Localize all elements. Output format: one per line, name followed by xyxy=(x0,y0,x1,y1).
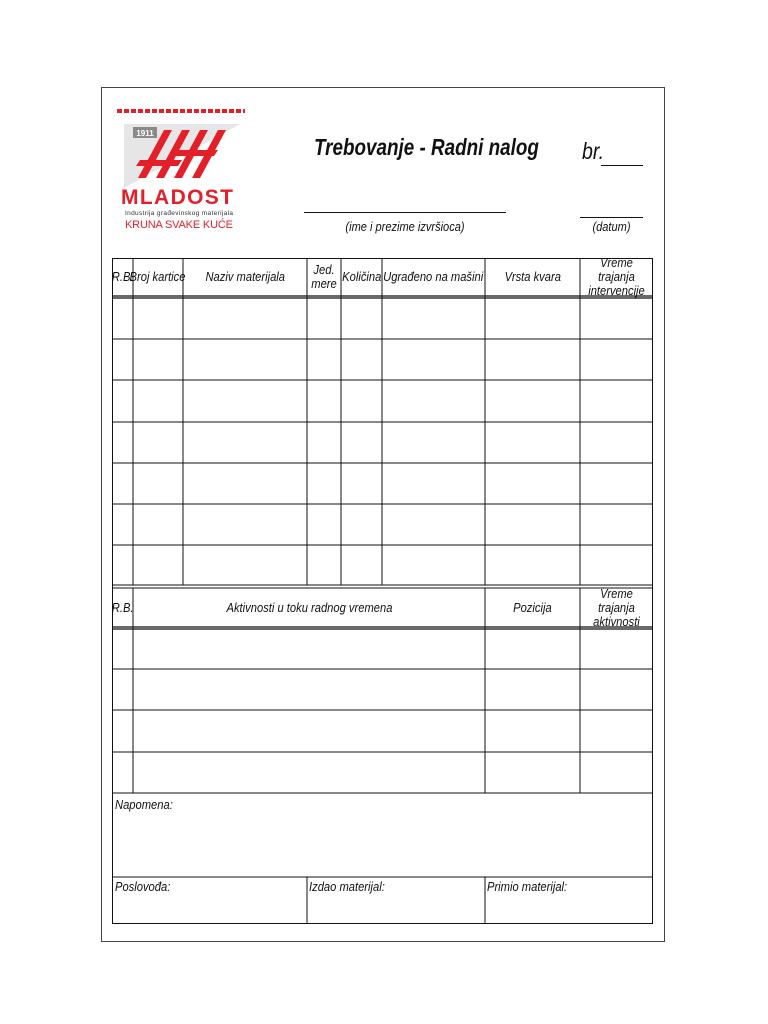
foreman-label: Poslovođa: xyxy=(115,879,171,894)
executor-field-line[interactable] xyxy=(304,212,506,213)
logo-slogan: KRUNA SVAKE KUĆE xyxy=(125,219,233,231)
col-header-unit: Jed. mere xyxy=(311,262,337,291)
logo-brand: MLADOST xyxy=(121,186,233,209)
col-header-material-name: Naziv materijala xyxy=(205,269,285,284)
date-label: (datum) xyxy=(592,219,631,234)
number-label: br. xyxy=(582,138,605,164)
date-field-line[interactable] xyxy=(580,217,643,218)
act-col-header-rb: R.B. xyxy=(111,599,134,615)
act-col-header-activity-duration: Vreme trajanja aktivnosti xyxy=(593,585,640,629)
col-header-installed-on-machine: Ugrađeno na mašini xyxy=(383,269,484,284)
col-header-fault-type: Vrsta kvara xyxy=(504,269,561,284)
col-header-card-number: Broj kartice xyxy=(130,269,186,284)
col-header-intervention-duration: Vreme trajanja intervencije xyxy=(588,255,645,298)
col-header-rb: R.B. xyxy=(111,269,134,284)
logo-year: 1911 xyxy=(136,129,154,138)
executor-label: (ime i prezime izvršioca) xyxy=(345,219,465,234)
act-col-header-activities: Aktivnosti u toku radnog vremena xyxy=(226,599,392,615)
issued-material-label: Izdao materijal: xyxy=(309,879,385,894)
logo-subtitle: Industrija građevinskog materijala xyxy=(125,210,233,217)
mladost-logo xyxy=(116,108,246,236)
number-field-line[interactable] xyxy=(601,165,643,166)
note-label: Napomena: xyxy=(115,797,173,812)
col-header-quantity: Količina xyxy=(341,269,382,284)
received-material-label: Primio materijal: xyxy=(487,879,568,894)
act-col-header-position: Pozicija xyxy=(513,599,552,615)
form-title: Trebovanje - Radni nalog xyxy=(314,134,539,160)
